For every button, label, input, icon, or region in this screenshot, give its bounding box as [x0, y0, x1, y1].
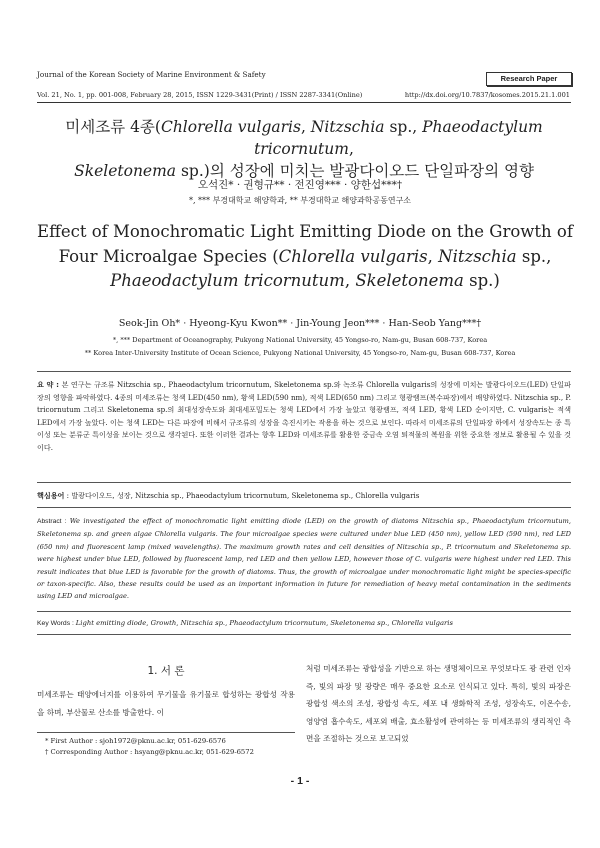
english-abstract-label: Abstract :	[37, 518, 70, 525]
english-keywords-text: Light emitting diode, Growth, Nitzschia sp., Phaeodactylum tricornutum, Skeletonema sp., Chlorella vulgaris	[75, 619, 453, 627]
english-keywords-label: Key Words :	[37, 620, 76, 627]
section-heading-introduction: 1. 서 론	[147, 665, 185, 677]
doi-link[interactable]: http://dx.doi.org/10.7837/kosomes.2015.21.1.001	[404, 91, 570, 99]
korean-abstract-label: 요 약 :	[37, 380, 62, 389]
footnotes	[45, 736, 254, 758]
header-divider	[37, 102, 571, 103]
abstract-divider-mid	[37, 507, 571, 508]
english-authors: Seok-Jin Oh* · Hyeong-Kyu Kwon** · Jin-Young Jeon*** · Han-Seob Yang***†	[118, 318, 482, 329]
korean-keywords-label: 핵심용어	[37, 491, 65, 500]
korean-abstract-text: 본 연구는 규조류 Nitzschia sp., Phaeodactylum tricornutum, Skeletonema sp.와 녹조류 Chlorella vulgaris의 성장에 미치는 발광다이오드(LED) 단일파장의 영향을 파악하였다. 4종의 미세조류는 청색 LED(450 nm), 황색 LED(590 nm), 적색 LED(650 nm) 그리고 형광램프(복수파장)에서 배양하였다. Nitzschia sp., P. tricornutum 그리고 Skeletonema sp.의 최대성장속도와 최대세포밀도는 청색 LED에서 가장 높았고 형광램프, 적색 LED, 황색 LED 순이지만, C. vulgaris는 적색 LED에서 가장 높았다. 이는 청색 LED는 다른 파장에 비해서 규조류의 성장을 촉진시키는 작용을 하는 것으로 보인다. 따라서 미세조류의 단일파장 하에서 성장속도는 종 특이성 또는 분류군 특이성을 보이는 것으로 생각된다. 또한 이러한 결과는 향후 LED와 미세조류를 활용한 중금속 오염 퇴적물의 복원을 위한 중요한 정보로 활용될 수 있을 것이다.	[37, 380, 572, 452]
english-keywords-divider	[37, 611, 571, 612]
introduction-left-column: 미세조류는 태양에너지를 이용하여 무기물을 유기물로 합성하는 광합성 작용을 하며, 부산물로 산소를 방출한다. 이	[37, 690, 295, 717]
affiliation-line-2: ** Korea Inter-University Institute of Ocean Science, Pukyong National University, 45 Yongso-ro, Nam-gu, Busan 608-737, Korea	[84, 349, 516, 357]
page-number: - 1 -	[290, 775, 310, 787]
english-abstract	[37, 515, 571, 603]
citation-line: Vol. 21, No. 1, pp. 001-008, February 28, 2015, ISSN 1229-3431(Print) / ISSN 2287-3341(Online)	[37, 91, 363, 99]
english-title: Effect of Monochromatic Light Emitting Diode on the Growth of Four Microalgae Species (Chlorella vulgaris, Nitzschia sp., Phaeodactylum tricornutum, Skeletonema sp.)	[37, 222, 573, 290]
keywords-divider	[37, 482, 571, 483]
korean-keywords	[37, 491, 571, 501]
abstract-divider-top	[37, 371, 571, 372]
affiliation-line-1: *, *** Department of Oceanography, Pukyong National University, 45 Yongso-ro, Nam-gu, Busan 608-737, Korea	[112, 336, 488, 344]
korean-authors: 오석진* · 권형규** · 전진영*** · 양한섭***†	[197, 179, 403, 191]
journal-name: Journal of the Korean Society of Marine Environment & Safety	[37, 70, 266, 79]
english-affiliation	[0, 334, 600, 360]
korean-abstract	[37, 379, 571, 455]
english-keywords	[37, 619, 571, 627]
korean-affiliation: *, *** 부경대학교 해양학과, ** 부경대학교 해양과학공동연구소	[188, 196, 412, 205]
corresponding-author-footnote: † Corresponding Author : hsyang@pknu.ac.kr, 051-629-6572	[45, 748, 254, 756]
abstract-divider-bottom	[37, 634, 571, 635]
korean-keywords-text: : 발광다이오드, 성장, Nitzschia sp., Phaeodactylum tricornutum, Skeletonema sp., Chlorella vulgaris	[64, 491, 420, 500]
korean-title: 미세조류 4종(Chlorella vulgaris, Nitzschia sp., Phaeodactylum tricornutum, Skeletonema sp.)의 성장에 미치는 발광다이오드 단일파장의 영향	[65, 118, 543, 180]
first-author-footnote: * First Author : sjoh1972@pknu.ac.kr, 051-629-6576	[45, 737, 226, 745]
introduction-right-column: 처럼 미세조류는 광합성을 기반으로 하는 생명체이므로 무엇보다도 광 관련 인자 즉, 빛의 파장 및 광량은 매우 중요한 요소로 인식되고 있다. 특히, 빛의 파장은 광합성 색소의 조성, 광합성 속도, 세포 내 생화학적 조성, 성장속도, 이온수송, 영양염 흡수속도, 세포외 배출, 효소활성에 관여하는 등 미세조류의 생리적인 측면을 조절하는 것으로 보고되었	[306, 664, 571, 743]
footnote-divider	[37, 732, 295, 733]
research-paper-badge: Research Paper	[486, 72, 572, 86]
english-abstract-text: We investigated the effect of monochromatic light emitting diode (LED) on the growth of diatoms Nitzschia sp., Phaeodactylum tricornutum, Skeletonema sp. and green algae Chlorella vulgaris. The four microalgae species were cultured under blue LED (450 nm), yellow LED (590 nm), red LED (650 nm) and fluorescent lamp (mixed wavelengths). The maximum growth rates and cell densities of Nitzschia sp., P. tricornutum and Skeletonema sp. were highest under blue LED, followed by fluorescent lamp, red LED and then yellow LED, however those of C. vulgaris were highest under red LED. This result indicates that blue LED is favorable for the growth of diatoms. Thus, the growth of microalgae under monochromatic light might be species-specific or taxon-specific. Also, these results could be used as an important information in future for remediation of heavy metal contamination in the sediments using LED and microalgae.	[37, 517, 571, 601]
